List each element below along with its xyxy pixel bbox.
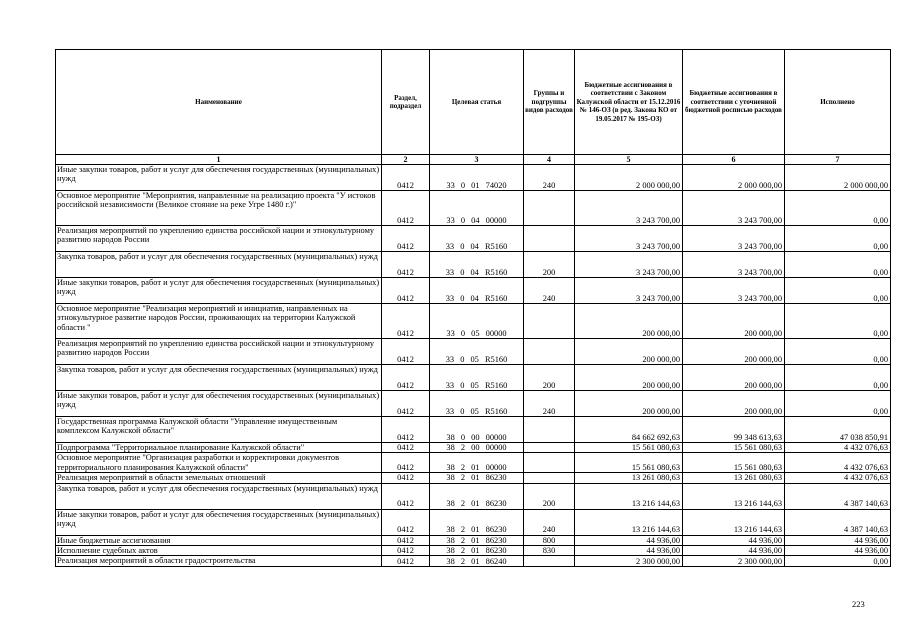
column-number: 1 [56,155,382,165]
cell-refined-allocation: 200 000,00 [683,339,785,365]
cell-law-allocation: 3 243 700,00 [575,226,683,252]
cell-expense-group: 240 [524,391,575,417]
cell-law-allocation: 13 216 144,63 [575,483,683,509]
cell-law-allocation: 84 662 692,63 [575,417,683,443]
cell-law-allocation: 200 000,00 [575,391,683,417]
cell-expense-group: 200 [524,365,575,391]
cell-target-article: 38 2 01 86240 [430,556,524,566]
table-row [56,304,891,339]
cell-refined-allocation: 44 936,00 [683,546,785,556]
cell-executed: 4 387 140,63 [785,483,891,509]
table-row [56,453,891,473]
cell-expense-group: 830 [524,546,575,556]
cell-executed: 44 936,00 [785,535,891,545]
cell-name: Закупка товаров, работ и услуг для обеспечения государственных (муниципальных) нужд [56,252,382,278]
cell-target-article: 38 2 01 86230 [430,535,524,545]
cell-executed: 4 432 076,63 [785,453,891,473]
cell-target-article: 38 2 01 86230 [430,546,524,556]
cell-expense-group [524,443,575,453]
cell-expense-group [524,473,575,483]
table-row [56,509,891,535]
column-number: 3 [430,155,524,165]
cell-refined-allocation: 200 000,00 [683,391,785,417]
header-executed: Исполнено [785,50,891,155]
cell-law-allocation: 15 561 080,63 [575,443,683,453]
cell-refined-allocation: 13 216 144,63 [683,483,785,509]
column-number: 6 [683,155,785,165]
cell-refined-allocation: 15 561 080,63 [683,443,785,453]
table-row [56,339,891,365]
cell-law-allocation: 3 243 700,00 [575,191,683,226]
cell-executed: 0,00 [785,556,891,566]
cell-law-allocation: 200 000,00 [575,304,683,339]
cell-expense-group [524,339,575,365]
cell-executed: 4 432 076,63 [785,443,891,453]
cell-law-allocation: 3 243 700,00 [575,278,683,304]
cell-executed: 0,00 [785,365,891,391]
header-expense-group: Группы и подгруппы видов расходов [524,50,575,155]
cell-name: Закупка товаров, работ и услуг для обеспечения государственных (муниципальных) нужд [56,483,382,509]
cell-target-article: 33 0 05 R5160 [430,339,524,365]
table-row [56,191,891,226]
cell-expense-group [524,417,575,443]
budget-table [55,49,891,567]
cell-section: 0412 [382,556,430,566]
cell-law-allocation: 3 243 700,00 [575,252,683,278]
cell-name: Иные закупки товаров, работ и услуг для обеспечения государственных (муниципальных) нужд [56,278,382,304]
cell-target-article: 38 2 01 86230 [430,473,524,483]
cell-section: 0412 [382,483,430,509]
column-number: 5 [575,155,683,165]
cell-name: Реализация мероприятий в области земельных отношений [56,473,382,483]
cell-name: Иные закупки товаров, работ и услуг для обеспечения государственных (муниципальных) нужд [56,165,382,191]
cell-target-article: 38 0 00 00000 [430,417,524,443]
cell-name: Реализация мероприятий по укреплению единства российской нации и этнокультурному развитию народов России [56,226,382,252]
cell-section: 0412 [382,417,430,443]
cell-target-article: 38 2 00 00000 [430,443,524,453]
cell-law-allocation: 13 261 080,63 [575,473,683,483]
cell-refined-allocation: 2 300 000,00 [683,556,785,566]
cell-expense-group: 240 [524,165,575,191]
header-target-article: Целевая статья [430,50,524,155]
cell-executed: 4 387 140,63 [785,509,891,535]
table-row [56,483,891,509]
header-section: Раздел, подраздел [382,50,430,155]
table-row [56,365,891,391]
cell-target-article: 38 2 01 00000 [430,453,524,473]
cell-section: 0412 [382,191,430,226]
cell-law-allocation: 200 000,00 [575,339,683,365]
cell-executed: 0,00 [785,304,891,339]
cell-name: Государственная программа Калужской области "Управление имущественным комплексом Калужской области" [56,417,382,443]
cell-refined-allocation: 3 243 700,00 [683,191,785,226]
cell-section: 0412 [382,473,430,483]
cell-target-article: 33 0 04 R5160 [430,278,524,304]
cell-refined-allocation: 2 000 000,00 [683,165,785,191]
cell-executed: 0,00 [785,252,891,278]
cell-section: 0412 [382,339,430,365]
cell-executed: 0,00 [785,339,891,365]
table-row [56,391,891,417]
cell-refined-allocation: 15 561 080,63 [683,453,785,473]
cell-expense-group [524,226,575,252]
cell-section: 0412 [382,304,430,339]
column-number: 4 [524,155,575,165]
cell-refined-allocation: 3 243 700,00 [683,252,785,278]
cell-expense-group [524,191,575,226]
cell-section: 0412 [382,546,430,556]
cell-section: 0412 [382,365,430,391]
page-number: 223 [852,599,865,609]
cell-name: Основное мероприятие "Организация разработки и корректировки документов территориального планирования Калужской области" [56,453,382,473]
cell-executed: 2 000 000,00 [785,165,891,191]
cell-executed: 0,00 [785,278,891,304]
table-row [56,473,891,483]
cell-refined-allocation: 44 936,00 [683,535,785,545]
table-row [56,535,891,545]
cell-section: 0412 [382,252,430,278]
cell-executed: 0,00 [785,391,891,417]
cell-name: Основное мероприятие "Мероприятия, направленные на реализацию проекта "У истоков российской независимости (Великое стояние на реке Угре 1480 г.)" [56,191,382,226]
cell-target-article: 33 0 01 74020 [430,165,524,191]
cell-target-article: 38 2 01 86230 [430,509,524,535]
cell-law-allocation: 200 000,00 [575,365,683,391]
table-row [56,278,891,304]
cell-target-article: 33 0 04 R5160 [430,252,524,278]
cell-refined-allocation: 13 261 080,63 [683,473,785,483]
cell-expense-group [524,453,575,473]
cell-section: 0412 [382,226,430,252]
cell-law-allocation: 2 300 000,00 [575,556,683,566]
cell-target-article: 33 0 04 R5160 [430,226,524,252]
cell-name: Реализация мероприятий в области градостроительства [56,556,382,566]
cell-name: Закупка товаров, работ и услуг для обеспечения государственных (муниципальных) нужд [56,365,382,391]
cell-executed: 47 038 850,91 [785,417,891,443]
table-body [56,165,891,567]
cell-target-article: 33 0 04 00000 [430,191,524,226]
cell-name: Реализация мероприятий по укреплению единства российской нации и этнокультурному развитию народов России [56,339,382,365]
table-row [56,546,891,556]
cell-law-allocation: 44 936,00 [575,546,683,556]
column-number: 2 [382,155,430,165]
table-row [56,252,891,278]
header-law-allocations: Бюджетные ассигнования в соответствии с Законом Калужской области от 15.12.2016 № 146-ОЗ (в ред. Закона КО от 19.05.2017 № 195-ОЗ) [575,50,683,155]
cell-section: 0412 [382,509,430,535]
cell-expense-group: 200 [524,252,575,278]
cell-expense-group: 800 [524,535,575,545]
cell-refined-allocation: 99 348 613,63 [683,417,785,443]
cell-section: 0412 [382,535,430,545]
header-refined-allocations: Бюджетные ассигнования в соответствии с уточненной бюджетной росписью расходов [683,50,785,155]
cell-name: Подпрограмма "Территориальное планирование Калужской области" [56,443,382,453]
cell-name: Основное мероприятие "Реализация мероприятий и инициатив, направленных на этнокультурное развитие народов России, проживающих на территории Калужской области " [56,304,382,339]
cell-section: 0412 [382,453,430,473]
cell-section: 0412 [382,278,430,304]
cell-expense-group: 240 [524,509,575,535]
cell-name: Исполнение судебных актов [56,546,382,556]
cell-target-article: 33 0 05 00000 [430,304,524,339]
cell-expense-group: 200 [524,483,575,509]
table-row [56,556,891,566]
cell-expense-group [524,556,575,566]
cell-section: 0412 [382,443,430,453]
cell-name: Иные закупки товаров, работ и услуг для обеспечения государственных (муниципальных) нужд [56,391,382,417]
cell-name: Иные бюджетные ассигнования [56,535,382,545]
cell-law-allocation: 13 216 144,63 [575,509,683,535]
column-number: 7 [785,155,891,165]
cell-target-article: 33 0 05 R5160 [430,391,524,417]
cell-executed: 0,00 [785,226,891,252]
cell-section: 0412 [382,165,430,191]
cell-target-article: 33 0 05 R5160 [430,365,524,391]
cell-refined-allocation: 3 243 700,00 [683,278,785,304]
cell-executed: 44 936,00 [785,546,891,556]
cell-executed: 0,00 [785,191,891,226]
table-row [56,417,891,443]
cell-name: Иные закупки товаров, работ и услуг для обеспечения государственных (муниципальных) нужд [56,509,382,535]
cell-refined-allocation: 13 216 144,63 [683,509,785,535]
cell-refined-allocation: 200 000,00 [683,365,785,391]
cell-law-allocation: 15 561 080,63 [575,453,683,473]
cell-law-allocation: 2 000 000,00 [575,165,683,191]
cell-target-article: 38 2 01 86230 [430,483,524,509]
cell-law-allocation: 44 936,00 [575,535,683,545]
cell-refined-allocation: 200 000,00 [683,304,785,339]
cell-expense-group: 240 [524,278,575,304]
cell-refined-allocation: 3 243 700,00 [683,226,785,252]
cell-expense-group [524,304,575,339]
table-row [56,165,891,191]
table-row [56,443,891,453]
cell-section: 0412 [382,391,430,417]
header-name: Наименование [56,50,382,155]
table-row [56,226,891,252]
cell-executed: 4 432 076,63 [785,473,891,483]
